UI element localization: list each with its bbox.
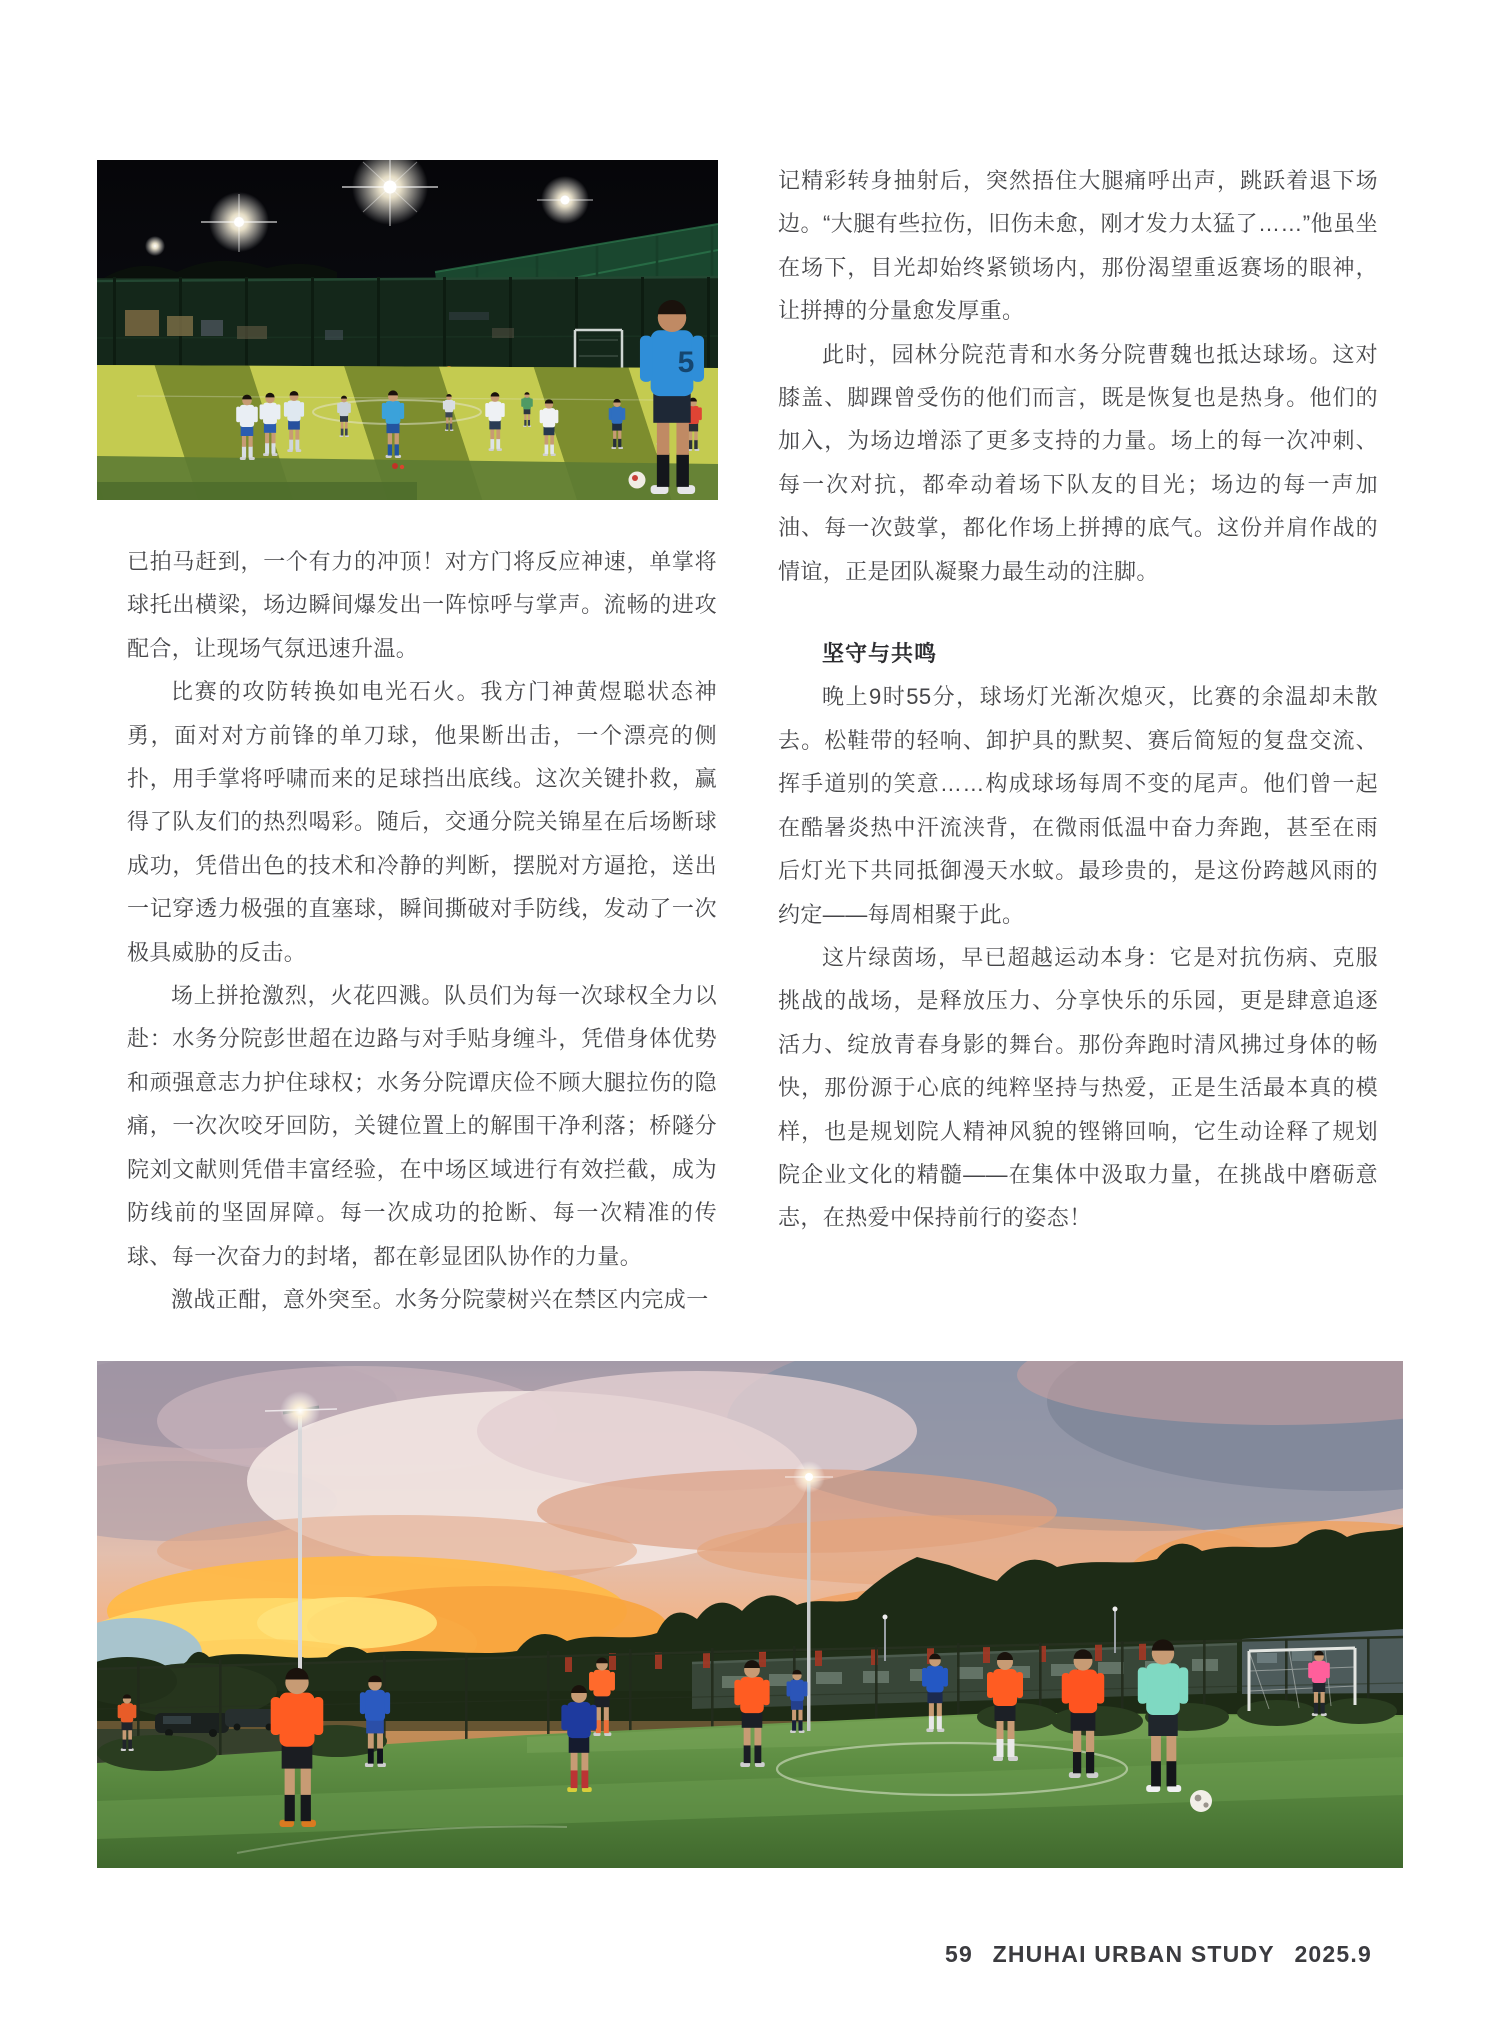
page-footer [945, 1941, 1372, 1968]
paragraph: 晚上9时55分，球场灯光渐次熄灭，比赛的余温却未散去。松鞋带的轻响、卸护具的默契、赛后简短的复盘交流、挥手道别的笑意……构成球场每周不变的尾声。他们曾一起在酷暑炎热中汗流浃背，在微雨低温中奋力奔跑，甚至在雨后灯光下共同抵御漫天水蚊。最珍贵的，是这份跨越风雨的约定——每周相聚于此。 [778, 684, 1378, 927]
paragraph: 激战正酣，意外突至。水务分院蒙树兴在禁区内完成一 [171, 1286, 709, 1312]
article-left-column [127, 540, 717, 1321]
journal-title: ZHUHAI URBAN STUDY [992, 1941, 1275, 1967]
bottom-photo-sunset-match [97, 1361, 1403, 1868]
night-match-illustration [97, 160, 718, 500]
section-heading: 坚守与共鸣 [822, 641, 938, 667]
soccer-ball [1190, 1790, 1212, 1812]
paragraph: 比赛的攻防转换如电光石火。我方门神黄煜聪状态神勇，面对对方前锋的单刀球，他果断出击，一个漂亮的侧扑，用手掌将呼啸而来的足球挡出底线。这次关键扑救，赢得了队友们的热烈喝彩。随后，交通分院关锦星在后场断球成功，凭借出色的技术和冷静的判断，摆脱对方逼抢，送出一记穿透力极强的直塞球，瞬间撕破对手防线，发动了一次极具威胁的反击。 [127, 679, 717, 965]
soccer-ball [629, 472, 646, 489]
issue-date: 2025.9 [1294, 1941, 1372, 1967]
paragraph: 记精彩转身抽射后，突然捂住大腿痛呼出声，跳跃着退下场边。“大腿有些拉伤，旧伤未愈，刚才发力太猛了……”他虽坐在场下，目光却始终紧锁场内，那份渴望重返赛场的眼神，让拼搏的分量愈发厚重。 [778, 168, 1378, 324]
sunset-match-illustration [97, 1361, 1403, 1868]
jersey-number: 5 [677, 346, 695, 379]
paragraph: 场上拼抢激烈，火花四溅。队员们为每一次球权全力以赴：水务分院彭世超在边路与对手贴身缠斗，凭借身体优势和顽强意志力护住球权；水务分院谭庆俭不顾大腿拉伤的隐痛，一次次咬牙回防，关键位置上的解围干净利落；桥隧分院刘文献则凭借丰富经验，在中场区域进行有效拦截，成为防线前的坚固屏障。每一次成功的抢断、每一次精准的传球、每一次奋力的封堵，都在彰显团队协作的力量。 [127, 983, 717, 1269]
paragraph: 这片绿茵场，早已超越运动本身：它是对抗伤病、克服挑战的战场，是释放压力、分享快乐的乐园，更是肆意追逐活力、绽放青春身影的舞台。那份奔跑时清风拂过身体的畅快，那份源于心底的纯粹坚持与热爱，正是生活最本真的模样，也是规划院人精神风貌的铿锵回响，它生动诠释了规划院企业文化的精髓——在集体中汲取力量，在挑战中磨砺意志，在热爱中保持前行的姿态！ [778, 944, 1378, 1231]
paragraph: 此时，园林分院范青和水务分院曹魏也抵达球场。这对膝盖、脚踝曾受伤的他们而言，既是恢复也是热身。他们的加入，为场边增添了更多支持的力量。场上的每一次冲刺、每一次对抗，都牵动着场下队友的目光；场边的每一声加油、每一次鼓掌，都化作场上拼搏的底气。这份并肩作战的情谊，正是团队凝聚力最生动的注脚。 [778, 341, 1378, 584]
paragraph: 已拍马赶到，一个有力的冲顶！对方门将反应神速，单掌将球托出横梁，场边瞬间爆发出一阵惊呼与掌声。流畅的进攻配合，让现场气氛迅速升温。 [127, 549, 717, 661]
top-photo-night-match [97, 160, 718, 500]
page-number: 59 [945, 1941, 973, 1967]
article-right-column [778, 159, 1378, 1240]
